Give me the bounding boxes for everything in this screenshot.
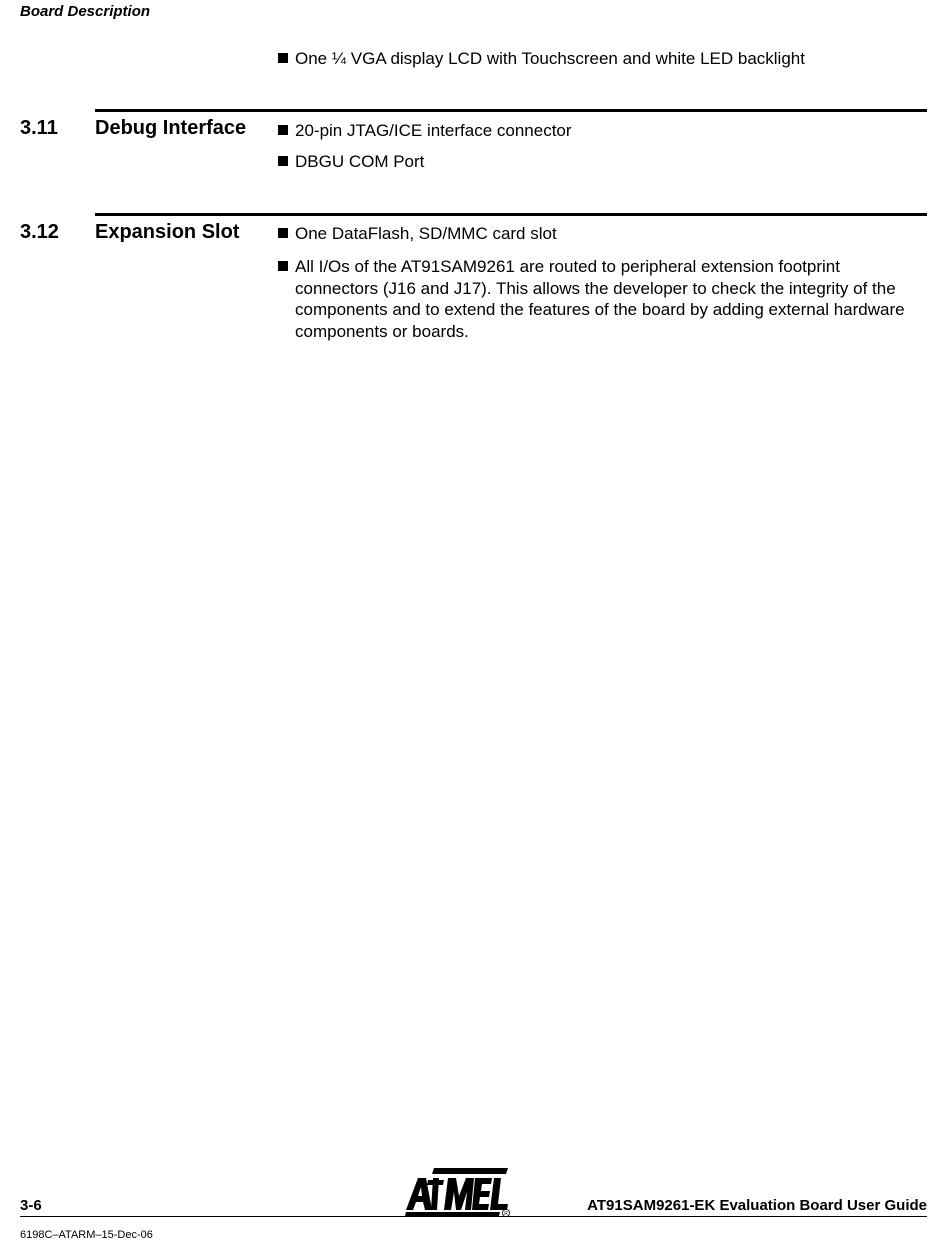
bullet-square-icon bbox=[278, 53, 288, 63]
page-number: 3-6 bbox=[20, 1197, 42, 1214]
list-item bbox=[278, 151, 927, 173]
list-item bbox=[278, 256, 927, 342]
guide-title: AT91SAM9261-EK Evaluation Board User Guide bbox=[587, 1197, 927, 1214]
section-number: 3.12 bbox=[20, 221, 59, 243]
section-number: 3.11 bbox=[20, 117, 58, 139]
bullet-text: All I/Os of the AT91SAM9261 are routed to peripheral extension footprint connectors (J16 and J17). This allows the developer to check the integrity of the components and to extend the features of the board by adding external hardware components or boards. bbox=[295, 257, 905, 341]
section-divider bbox=[95, 109, 927, 112]
bullet-square-icon bbox=[278, 228, 288, 238]
bullet-square-icon bbox=[278, 156, 288, 166]
bullet-square-icon bbox=[278, 261, 288, 271]
footer-divider bbox=[20, 1216, 927, 1217]
bullet-text: One ¼ VGA display LCD with Touchscreen and white LED backlight bbox=[295, 49, 805, 68]
bullet-text: One DataFlash, SD/MMC card slot bbox=[295, 224, 557, 243]
section-title: Debug Interface bbox=[95, 117, 247, 139]
bullet-square-icon bbox=[278, 125, 288, 135]
list-item bbox=[278, 223, 927, 245]
section-title: Expansion Slot bbox=[95, 221, 240, 243]
atmel-logo-icon bbox=[404, 1166, 512, 1218]
svg-text:R: R bbox=[504, 1211, 508, 1217]
list-item bbox=[278, 48, 927, 70]
section-divider bbox=[95, 213, 927, 216]
running-header-title: Board Description bbox=[20, 3, 151, 20]
list-item bbox=[278, 120, 927, 142]
document-id: 6198C–ATARM–15-Dec-06 bbox=[20, 1229, 153, 1241]
bullet-text: 20-pin JTAG/ICE interface connector bbox=[295, 121, 572, 140]
bullet-text: DBGU COM Port bbox=[295, 152, 425, 171]
